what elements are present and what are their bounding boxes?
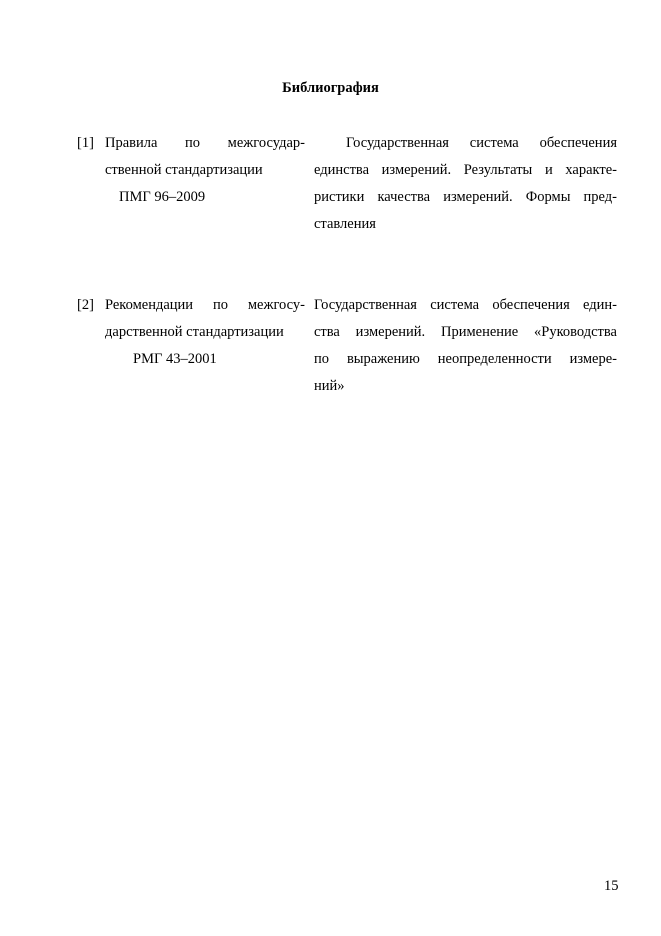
page-number: 15 <box>604 878 619 894</box>
entry-document-line-1 <box>105 130 305 157</box>
entry-description <box>314 292 617 400</box>
entry-document <box>105 292 305 373</box>
entry-document-word: по <box>212 297 228 313</box>
entry-description-line: по выражению неопределенности измере- <box>314 351 617 367</box>
entry-document <box>105 130 305 211</box>
entry-document-word: межгосудар- <box>227 135 305 151</box>
entry-document-line-2: ственной стандартизации <box>105 162 263 178</box>
bibliography-title: Библиография <box>282 80 379 96</box>
entry-description-line: ристики качества измерений. Формы пред- <box>314 189 617 205</box>
entry-document-line-2: дарственной стандартизации <box>105 324 284 340</box>
entry-description-line: Государственная система обеспечения един- <box>314 297 617 313</box>
entry-description-line: ставления <box>314 216 376 232</box>
entry-description <box>314 130 617 238</box>
entry-document-word: Рекомендации <box>105 297 194 313</box>
entry-document-code: ПМГ 96–2009 <box>119 189 206 205</box>
entry-description-line: Государственная система обеспечения <box>346 135 617 151</box>
entry-description-line: ства измерений. Применение «Руководства <box>314 324 617 340</box>
entry-document-word: межгосу- <box>247 297 305 313</box>
entry-document-code: РМГ 43–2001 <box>133 351 217 367</box>
entry-description-line: ний» <box>314 378 345 394</box>
entry-number: [2] <box>77 297 94 313</box>
entry-number: [1] <box>77 135 94 151</box>
entry-document-word: по <box>185 135 201 151</box>
entry-description-line: единства измерений. Результаты и характе- <box>314 162 617 178</box>
entry-document-line-1 <box>105 292 305 319</box>
entry-document-word: Правила <box>105 135 158 151</box>
